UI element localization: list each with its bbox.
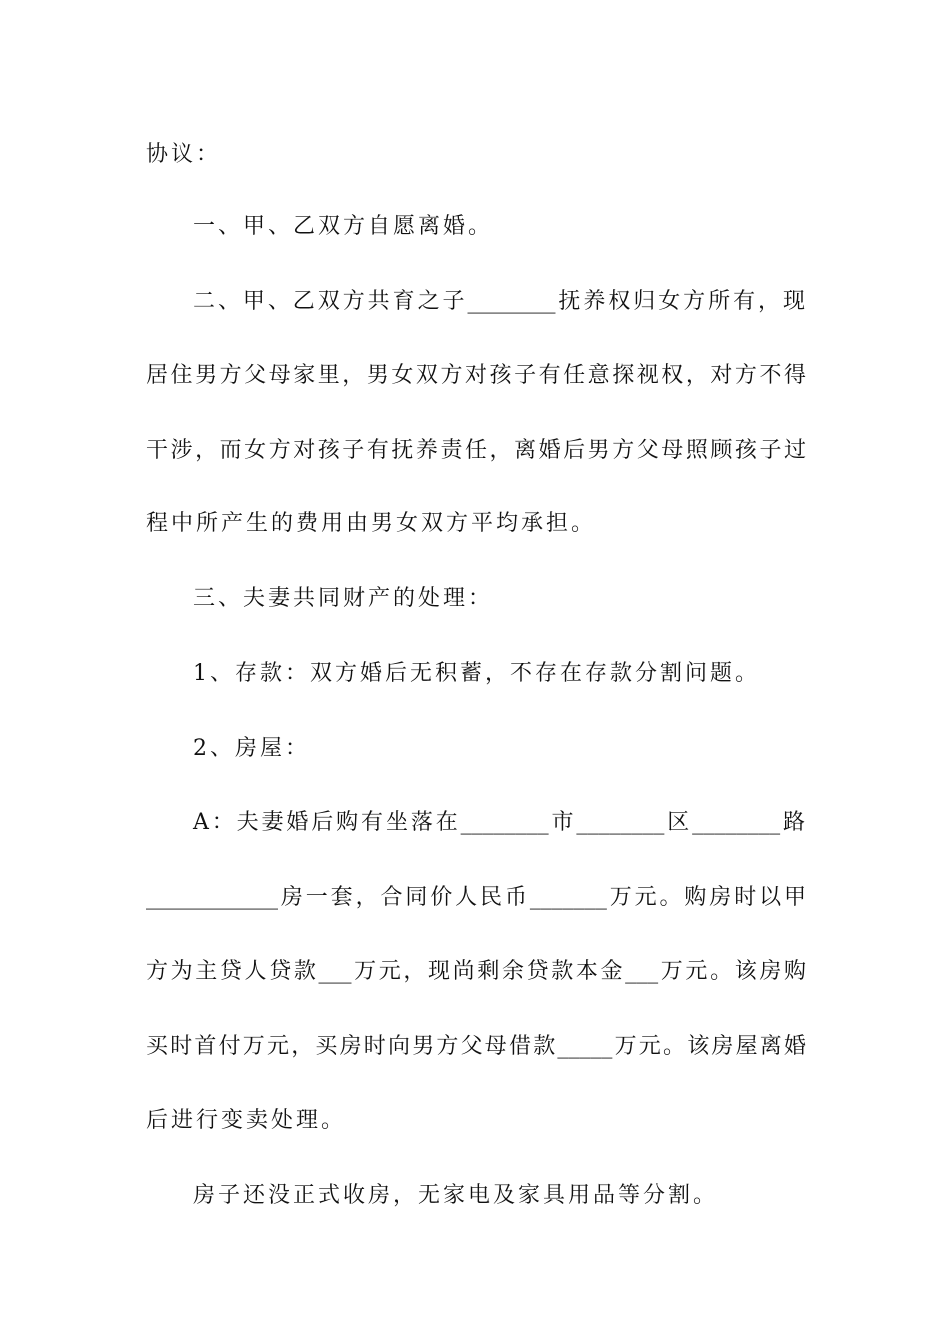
text-line-clause-2-start: 二、甲、乙双方共育之子________抚养权归女方所有，现: [193, 289, 805, 314]
text-line-house-a-cont-2: 方为主贷人贷款___万元，现尚剩余贷款本金___万元。该房购: [146, 959, 806, 984]
text-line-house-a-start: A：夫妻婚后购有坐落在________市________区________路: [193, 810, 805, 835]
text-line-clause-2-cont-1: 居住男方父母家里，男女双方对孩子有任意探视权，对方不得: [146, 363, 806, 388]
text-line-clause-1: 一、甲、乙双方自愿离婚。: [193, 214, 494, 239]
text-line-house-a-end: 后进行变卖处理。: [146, 1108, 347, 1133]
text-line-item-house: 2、房屋：: [193, 736, 310, 761]
text-line-agreement-heading: 协议：: [146, 142, 222, 167]
text-line-clause-2-cont-2: 干涉，而女方对孩子有抚养责任，离婚后男方父母照顾孩子过: [146, 438, 806, 463]
text-line-item-savings: 1、存款：双方婚后无积蓄，不存在存款分割问题。: [193, 661, 760, 686]
text-line-house-note: 房子还没正式收房，无家电及家具用品等分割。: [193, 1183, 719, 1208]
text-line-clause-2-end: 程中所产生的费用由男女双方平均承担。: [146, 511, 597, 536]
text-line-house-a-cont-3: 买时首付万元，买房时向男方父母借款_____万元。该房屋离婚: [146, 1034, 806, 1059]
text-line-house-a-cont-1: ____________房一套，合同价人民币_______万元。购房时以甲: [146, 885, 806, 910]
text-line-clause-3: 三、夫妻共同财产的处理：: [193, 586, 494, 611]
